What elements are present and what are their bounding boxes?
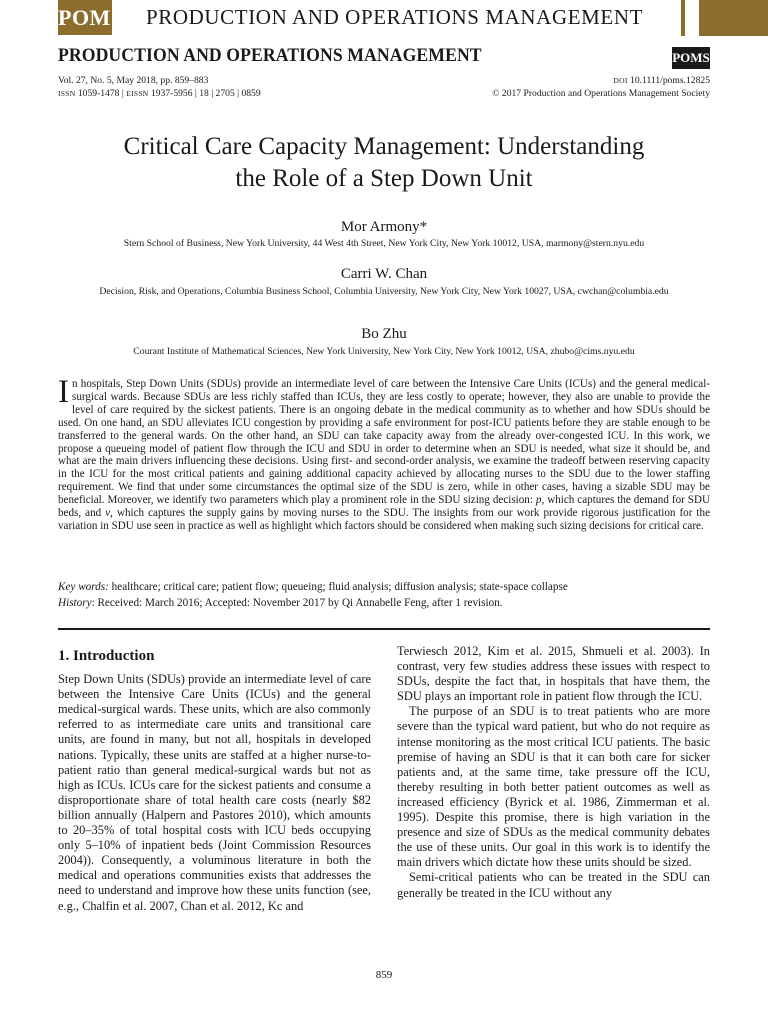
doi-link[interactable]: 10.1111/poms.12825 (630, 75, 710, 86)
doi-line (492, 74, 710, 87)
body-paragraph: The purpose of an SDU is to treat patients who are more severe than the typical ward patient, but who do not require as intense monitoring as the most critical ICU patients. The basic premise of having an SDU is that it can both care for sicker patients and, at the same time, take pressure off the ICU, thereby resulting in both better patient outcomes as well as increased efficiency (Byrick et al. 1986, Zimmerman et al. 1995). Despite this promise, there is high variation in the presence and size of SDUs as the medical community debates the use of these units. Our goal in this work is to identify the main drivers which dictate how these units should be sized. (397, 704, 710, 870)
poms-small-logo: POMS (672, 47, 710, 69)
history-text: : Received: March 2016; Accepted: November 2017 by Qi Annabelle Feng, after 1 revision. (91, 596, 503, 609)
page-number: 859 (375, 969, 393, 981)
history-line (58, 596, 710, 612)
section-divider (58, 628, 710, 630)
author-name: Bo Zhu (361, 326, 407, 342)
body-paragraph: Step Down Units (SDUs) provide an intermediate level of care between the Intensive Care Units (ICUs) and the general medical-surgical wards. These units, which are also commonly referred to as intermediate care units and transitional care units, are found in many, but not all, hospitals in developed nations. Typically, these units are staffed at a higher nurse-to-patient ratio than general medical-surgical wards but not as high as ICUs. ICUs care for the sickest patients and consume a disproportionate share of total health care costs (nearly $82 billion annually (Halpern and Pastores 2010), which amounts to 20–35% of total hospital costs with ICU beds occupying only 5–10% of inpatient beds (Joint Commission Resources 2004)). Consequently, a voluminous literature in both the medical and operations communities exists that addresses the need to understand and improve how these units function (see, e.g., Chalfin et al. 2007, Chan et al. 2012, Kc and (58, 672, 371, 913)
eissn-label: EISSN (126, 89, 149, 98)
banner-title: PRODUCTION AND OPERATIONS MANAGEMENT (146, 5, 644, 29)
banner-accent-bar (681, 0, 685, 36)
issue-info (58, 74, 261, 100)
section-heading: 1. Introduction (58, 648, 155, 664)
banner-accent-block (699, 0, 768, 36)
body-column-right (397, 644, 710, 901)
abstract-dropcap: I (58, 374, 69, 410)
issn-label: ISSN (58, 89, 76, 98)
keywords-block (58, 580, 710, 611)
abstract-variable: v (105, 507, 111, 520)
poms-logo: POMS (58, 0, 112, 35)
author-affiliation: Courant Institute of Mathematical Sciences, New York University, New York City, New York 10012, USA, zhubo@cims.nyu.edu (133, 346, 635, 357)
author-name: Mor Armony* (340, 219, 428, 235)
doi-info (492, 74, 710, 100)
doi-label: DOI (613, 76, 628, 85)
issn-tail: 18 | 2705 | 0859 (199, 88, 261, 99)
body-paragraph: Terwiesch 2012, Kim et al. 2015, Shmueli et al. 2003). In contrast, very few studies address these issues with respect to SDUs, despite the fact that, in hospitals that have them, the SDU plays an important role in patient flow through the ICU. (397, 644, 710, 704)
eissn-value: 1937-5956 (150, 88, 193, 99)
keywords-line (58, 580, 710, 596)
abstract-text: , which captures the supply gains by moving nurses to the SDU. The insights from our work provide rigorous justification for the variation in SDU use seen in practice as well as highlight which factors should be considered when making such sizing decisions for critical care. (58, 507, 710, 532)
abstract (58, 374, 710, 533)
author-name: Carri W. Chan (340, 266, 428, 282)
issn-separator: | (194, 88, 197, 99)
body-column-left (58, 644, 371, 914)
author-affiliation: Decision, Risk, and Operations, Columbia Business School, Columbia University, New York City, New York 10027, USA, cwchan@columbia.edu (99, 286, 669, 297)
keywords-label: Key words: (58, 581, 109, 593)
journal-title: PRODUCTION AND OPERATIONS MANAGEMENT (58, 45, 482, 66)
abstract-text: n hospitals, Step Down Units (SDUs) provide an intermediate level of care between the Intensive Care Units (ICUs) and the general medical-surgical wards. Because SDUs are less richly staffed than ICUs, they are less costly to operate; however, they also are unable to provide the level of care required by the sickest patients. There is an ongoing debate in the medical community as to whether and how SDUs should be used. On one hand, an SDU alleviates ICU congestion by providing a safe environment for post-ICU patients before they are stable enough to be transferred to the general wards. On the other hand, an SDU can take capacity away from the already over-congested ICU. In this work, we propose a queueing model of patient flow through the ICU and SDU in order to determine when an SDU is needed, what size it should be, and what are the main drivers influencing these decisions. Using first- and second-order analysis, we examine the tradeoff between reserving capacity in the ICU for the most critical patients and gaining additional capacity achieved by allocating nurses to the SDU due to the lower staffing requirement. We find that under some circumstances the optimal size of the SDU is zero, while in other cases, having a sizable SDU may be beneficial. Moreover, we identify two parameters which play a prominent role in the SDU sizing decision: (58, 378, 710, 507)
keywords-text: healthcare; critical care; patient flow; queueing; fluid analysis; diffusion analysis; state-space collapse (111, 581, 568, 593)
volume-line: Vol. 27, No. 5, May 2018, pp. 859–883 (58, 75, 209, 86)
body-paragraph: Semi-critical patients who can be treated in the SDU can generally be treated in the ICU without any (397, 870, 710, 900)
author-affiliation: Stern School of Business, New York University, 44 West 4th Street, New York City, New York 10012, USA, marmony@stern.nyu.edu (123, 238, 645, 249)
abstract-variable: p (535, 494, 542, 507)
title-line: the Role of a Step Down Unit (235, 165, 533, 192)
history-label: History (58, 596, 92, 609)
issn-separator: | (121, 88, 124, 99)
copyright-line: © 2017 Production and Operations Management Society (492, 88, 710, 99)
issn-line (58, 87, 261, 100)
article-title (40, 131, 728, 195)
issn-value: 1059-1478 (77, 88, 120, 99)
abstract-text: , which captures the demand for SDU beds, and (58, 494, 710, 520)
journal-banner (0, 0, 768, 36)
title-line: Critical Care Capacity Management: Understanding (123, 133, 645, 160)
